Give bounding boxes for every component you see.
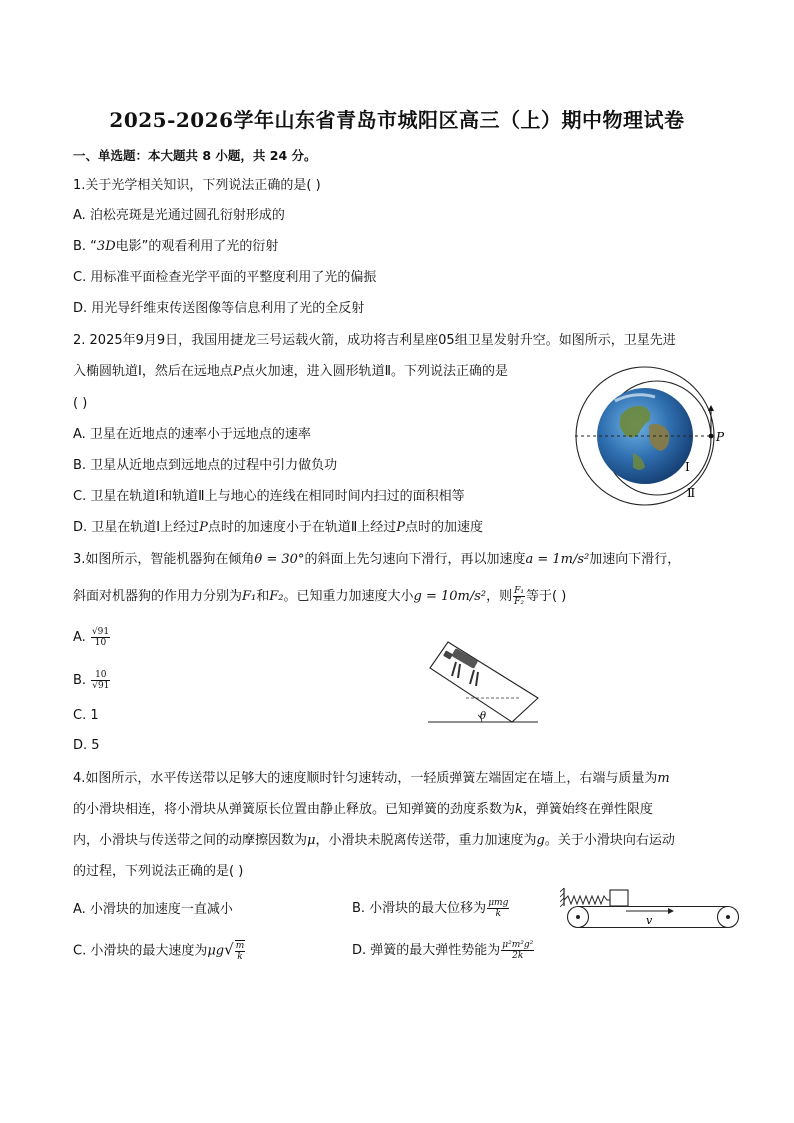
q2-option-a: A. 卫星在近地点的速率小于远地点的速率 bbox=[73, 427, 311, 442]
label-orbit-i: Ⅰ bbox=[685, 460, 690, 474]
q4-stem-line2 bbox=[73, 801, 653, 819]
q4-g: g bbox=[536, 833, 545, 848]
label-orbit-ii: Ⅱ bbox=[687, 486, 696, 500]
q2-option-c: C. 卫星在轨道Ⅰ和轨道Ⅱ上与地心的连线在相同时间内扫过的面积相等 bbox=[73, 489, 465, 504]
slider-block bbox=[610, 890, 628, 906]
q4-d-den: 2k bbox=[512, 951, 524, 961]
q3-b-num: 10 bbox=[91, 670, 110, 681]
q3-a-den: 10 bbox=[94, 638, 107, 648]
section-heading: 一、单选题：本大题共 8 小题，共 24 分。 bbox=[73, 148, 317, 163]
q4-l1-a: 4.如图所示，水平传送带以足够大的速度顺时针匀速转动，一轻质弹簧左端固定在墙上，右端与质量为 bbox=[73, 771, 658, 786]
q3-option-c: C. 1 bbox=[73, 708, 99, 723]
q2-l2-a: 入椭圆轨道Ⅰ，然后在远地点 bbox=[73, 364, 233, 379]
q4-mu: μ bbox=[307, 833, 316, 848]
q2-option-d bbox=[73, 519, 483, 537]
q2-d-c: 点时的加速度 bbox=[405, 520, 484, 535]
q2-d-a: D. 卫星在轨道Ⅰ上经过 bbox=[73, 520, 200, 535]
q3-a-label: A. bbox=[73, 630, 86, 645]
q3-and: 和 bbox=[256, 589, 270, 604]
arrowhead-icon bbox=[708, 405, 714, 411]
q2-d-p1: P bbox=[199, 520, 208, 535]
q2-stem-line1: 2. 2025年9月9日，我国用捷龙三号运载火箭，成功将吉利星座05组卫星发射升空。如图所示，卫星先进 bbox=[73, 333, 676, 348]
q3-l2-d: 等于( ) bbox=[526, 589, 567, 604]
right-roller-axle bbox=[726, 915, 730, 919]
q2-l2-b: 点火加速，进入圆形轨道Ⅱ。下列说法正确的是 bbox=[241, 364, 508, 379]
q4-k: k bbox=[515, 802, 523, 817]
q1-b-math: 3D bbox=[96, 239, 116, 254]
orbit-figure bbox=[575, 365, 745, 515]
q3-l2-b: 。已知重力加速度大小 bbox=[283, 589, 414, 604]
incline-figure bbox=[426, 640, 544, 726]
q4-option-c bbox=[73, 940, 246, 962]
q4-l3-a: 内，小滑块与传送带之间的动摩擦因数为 bbox=[73, 833, 308, 848]
q3-l2-c: ，则 bbox=[486, 589, 513, 604]
q3-a-num: √91 bbox=[91, 627, 110, 637]
label-p: P bbox=[716, 430, 725, 444]
q4-stem-line3 bbox=[73, 832, 675, 850]
angle-theta-label: θ bbox=[480, 711, 487, 722]
spring-icon bbox=[564, 896, 610, 904]
q2-option-b: B. 卫星从近地点到远地点的过程中引力做负功 bbox=[73, 458, 338, 473]
q4-option-b bbox=[352, 898, 510, 919]
q1-option-a: A. 泊松亮斑是光通过圆孔衍射形成的 bbox=[73, 208, 285, 223]
q1-b-post: 电影”的观看利用了光的衍射 bbox=[115, 239, 279, 254]
q1-b-pre: B. “ bbox=[73, 239, 97, 254]
left-roller-axle bbox=[576, 915, 580, 919]
q2-d-b: 点时的加速度小于在轨道Ⅱ上经过 bbox=[207, 520, 397, 535]
q3-l2-a: 斜面对机器狗的作用力分别为 bbox=[73, 589, 243, 604]
q1-option-d: D. 用光导纤维束传送图像等信息利用了光的全反射 bbox=[73, 301, 365, 316]
q2-l2-p: P bbox=[232, 364, 242, 379]
q3-ratio-den: F₂ bbox=[514, 597, 525, 607]
q4-c-den: k bbox=[237, 952, 243, 962]
q4-c-a: C. 小滑块的最大速度为 bbox=[73, 943, 208, 959]
q3-a-fraction bbox=[91, 627, 110, 648]
q3-b-den: √91 bbox=[92, 681, 110, 691]
q3-b-label: B. bbox=[73, 673, 87, 688]
page-title: 2025-2026学年山东省青岛市城阳区高三（上）期中物理试卷 bbox=[109, 108, 685, 132]
q4-d-a: D. 弹簧的最大弹性势能为 bbox=[352, 943, 501, 958]
q3-stem-line2 bbox=[73, 586, 566, 607]
q3-l1-a: 3.如图所示，智能机器狗在倾角 bbox=[73, 552, 255, 567]
q3-g: g = 10m/s² bbox=[413, 589, 487, 604]
q1-option-b bbox=[73, 238, 278, 256]
q4-l2-a: 的小滑块相连，将小滑块从弹簧原长位置由静止释放。已知弹簧的劲度系数为 bbox=[73, 802, 516, 817]
q4-b-a: B. 小滑块的最大位移为 bbox=[352, 901, 487, 916]
q4-l3-b: ，小滑块未脱离传送带，重力加速度为 bbox=[315, 833, 537, 848]
q4-option-a: A. 小滑块的加速度一直减小 bbox=[73, 902, 233, 917]
q4-stem-line1 bbox=[73, 770, 670, 788]
q4-l3-c: 。关于小滑块向右运动 bbox=[544, 833, 675, 848]
q4-c-mug: μg bbox=[207, 943, 225, 959]
sqrt-sign-icon: √ bbox=[224, 940, 234, 959]
q3-theta: θ = 30° bbox=[254, 552, 305, 567]
conveyor-figure bbox=[560, 886, 744, 930]
q3-f2: F₂ bbox=[269, 589, 284, 604]
q2-stem-line3: ( ) bbox=[73, 396, 88, 411]
q4-b-den: k bbox=[495, 909, 501, 919]
q3-b-fraction bbox=[91, 670, 110, 691]
q3-stem-line1 bbox=[73, 551, 680, 569]
q3-accel: a = 1m/s² bbox=[525, 552, 590, 567]
q2-d-p2: P bbox=[396, 520, 406, 535]
q1-stem: 1.关于光学相关知识，下列说法正确的是( ) bbox=[73, 178, 321, 193]
q4-l2-b: ，弹簧始终在弹性限度 bbox=[522, 802, 653, 817]
q4-m: m bbox=[657, 771, 670, 786]
arrowhead-icon bbox=[668, 908, 674, 914]
q3-ratio-num: F₁ bbox=[514, 586, 525, 596]
q4-b-num: μmg bbox=[488, 898, 509, 908]
q3-f1: F₁ bbox=[242, 589, 257, 604]
q4-d-fraction bbox=[501, 940, 534, 961]
q1-option-c: C. 用标准平面检查光学平面的平整度利用了光的偏振 bbox=[73, 270, 377, 285]
q3-l1-c: 加速向下滑行， bbox=[589, 552, 681, 567]
q4-option-d bbox=[352, 940, 535, 961]
q4-b-fraction bbox=[487, 898, 509, 919]
q4-stem-line4: 的过程，下列说法正确的是( ) bbox=[73, 864, 244, 879]
q3-l1-b: 的斜面上先匀速向下滑行，再以加速度 bbox=[304, 552, 526, 567]
q3-ratio-fraction bbox=[513, 586, 525, 607]
q2-stem-line2 bbox=[73, 363, 508, 381]
q3-option-a bbox=[73, 627, 111, 648]
q4-d-num: μ²m²g² bbox=[502, 940, 534, 950]
q4-c-num: m bbox=[235, 941, 245, 951]
label-v: v bbox=[646, 914, 653, 927]
q4-c-fraction bbox=[235, 940, 246, 962]
q3-option-b bbox=[73, 670, 111, 691]
q3-option-d: D. 5 bbox=[73, 738, 100, 753]
